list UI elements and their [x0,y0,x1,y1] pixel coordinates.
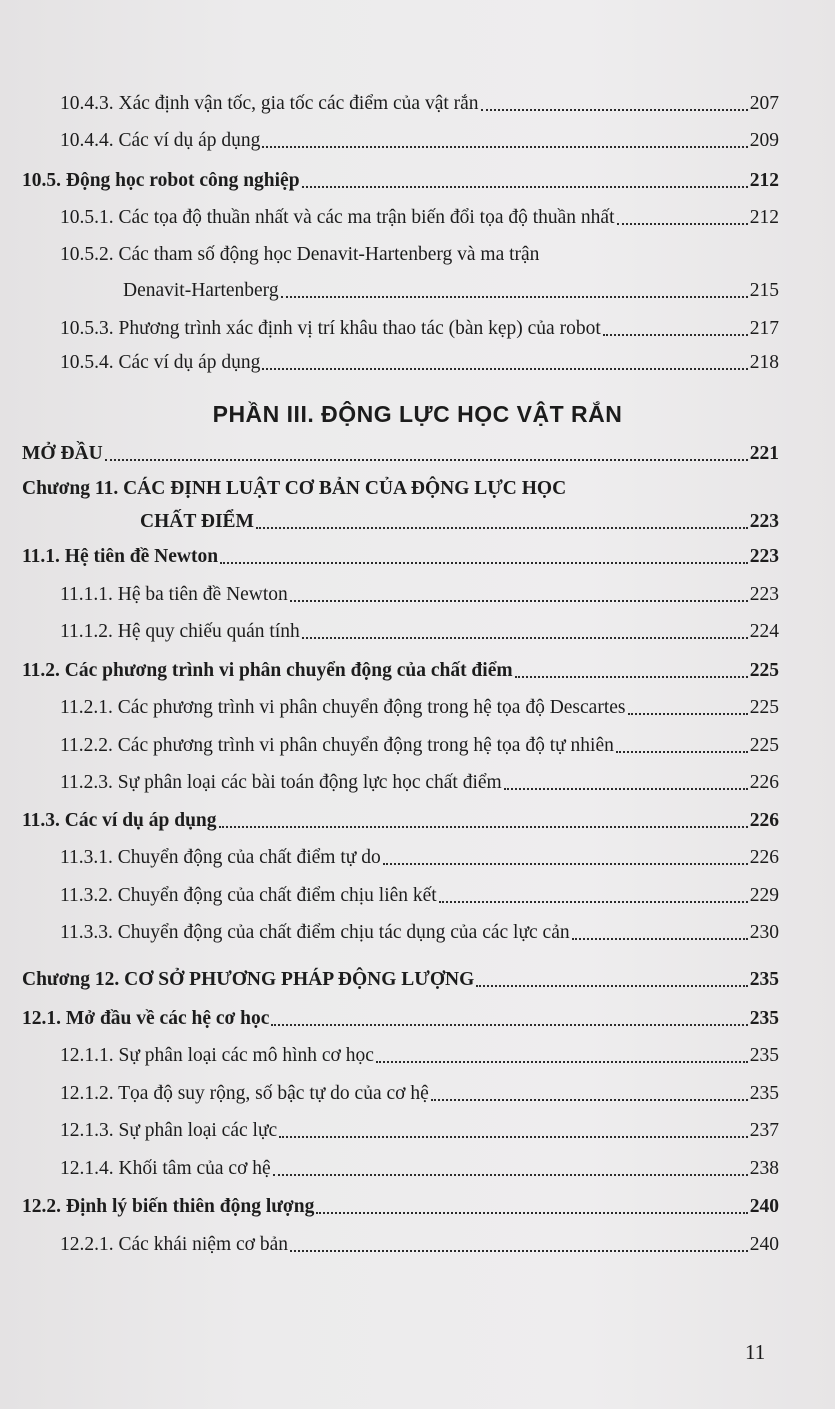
toc-entry-page: 235 [749,1045,779,1066]
dot-leader [302,186,748,188]
part-title: PHẦN III. ĐỘNG LỰC HỌC VẬT RẮN [212,401,623,427]
toc-entry [60,771,779,795]
toc-entry-label: 10.4.3. Xác định vận tốc, gia tốc các điểm của vật rắn [60,93,479,114]
toc-entry-page: 235 [749,1008,779,1029]
toc-entry-label: 10.5. Động học robot công nghiệp [22,170,300,191]
toc-section [22,169,779,193]
toc-entry-page: 229 [749,885,779,906]
toc-entry-label: 11.3.1. Chuyển động của chất điểm tự do [60,847,381,868]
toc-chapter [22,968,779,992]
toc-entry-page: 237 [749,1120,779,1141]
toc-entry [60,1044,779,1068]
toc-entry-label: Chương 12. CƠ SỞ PHƯƠNG PHÁP ĐỘNG LƯỢNG [22,969,475,990]
toc-entry-label: 12.2.1. Các khái niệm cơ bản [60,1234,289,1255]
dot-leader [256,527,748,529]
toc-entry-page: 223 [749,584,779,605]
toc-entry-label: 11.2.1. Các phương trình vi phân chuyển động trong hệ tọa độ Descartes [60,697,626,718]
toc-entry-page: 217 [749,318,779,339]
toc-entry-page: 223 [749,546,779,567]
toc-entry-label: 10.5.4. Các ví dụ áp dụng [60,352,261,373]
toc-entry-label-line1: 10.5.2. Các tham số động học Denavit-Hartenberg và ma trận [60,244,540,265]
toc-entry-label: 11.1.2. Hệ quy chiếu quán tính [60,621,300,642]
dot-leader [603,334,748,336]
toc-entry-label: 12.1.2. Tọa độ suy rộng, số bậc tự do của cơ hệ [60,1083,429,1104]
toc-entry-label: 11.2.2. Các phương trình vi phân chuyển động trong hệ tọa độ tự nhiên [60,735,614,756]
dot-leader [439,901,748,903]
dot-leader [572,938,748,940]
dot-leader [290,600,748,602]
toc-entry [60,1157,779,1181]
dot-leader [302,637,748,639]
dot-leader [431,1099,748,1101]
toc-entry-label: 11.3. Các ví dụ áp dụng [22,810,217,831]
dot-leader [219,826,748,828]
toc-section [22,1195,779,1219]
toc-entry [60,351,779,375]
toc-entry [60,884,779,908]
toc-entry [60,1082,779,1106]
toc-entry-page: 225 [749,697,779,718]
toc-entry-label: 11.1.1. Hệ ba tiên đề Newton [60,584,288,605]
toc-entry [60,1233,779,1257]
toc-entry-page: 240 [749,1196,779,1217]
toc-entry-label: 10.4.4. Các ví dụ áp dụng [60,130,261,151]
toc-entry [60,921,779,945]
toc-section [22,1007,779,1031]
dot-leader [271,1024,747,1026]
toc-entry [60,846,779,870]
toc-entry-page: 226 [749,772,779,793]
toc-entry-page: 212 [749,170,779,191]
toc-entry-page: 238 [749,1158,779,1179]
toc-entry-page: 230 [749,922,779,943]
dot-leader [515,676,748,678]
toc-entry-page: 226 [749,847,779,868]
toc-entry-page: 235 [749,1083,779,1104]
toc-entry [60,129,779,153]
dot-leader [290,1250,748,1252]
toc-entry-label: 10.5.1. Các tọa độ thuần nhất và các ma trận biến đổi tọa độ thuần nhất [60,207,615,228]
toc-entry-page: 218 [749,352,779,373]
dot-leader [262,146,747,148]
toc-entry [60,620,779,644]
toc-entry [60,317,779,341]
chapter-title-line1: Chương 11. CÁC ĐỊNH LUẬT CƠ BẢN CỦA ĐỘNG LỰC HỌC [22,478,567,499]
toc-entry-page: 226 [749,810,779,831]
toc-entry-label: 10.5.3. Phương trình xác định vị trí khâu thao tác (bàn kẹp) của robot [60,318,601,339]
dot-leader [279,1136,748,1138]
toc-entry-page: 207 [749,93,779,114]
toc-section [22,659,779,683]
toc-entry-label: Denavit-Hartenberg [123,280,279,301]
toc-entry-page: 224 [749,621,779,642]
toc-entry [60,734,779,758]
toc-entry-label: MỞ ĐẦU [22,443,103,464]
toc-entry-label: 11.1. Hệ tiên đề Newton [22,546,219,567]
toc-section [22,809,779,833]
dot-leader [376,1061,748,1063]
toc-entry-page: 240 [749,1234,779,1255]
page-number: 11 [745,1340,766,1364]
dot-leader [316,1212,747,1214]
toc-entry-page: 235 [749,969,779,990]
toc-entry-page: 215 [749,280,779,301]
toc-entry-page: 221 [749,443,779,464]
dot-leader [105,459,748,461]
dot-leader [476,985,748,987]
dot-leader [504,788,748,790]
dot-leader [616,751,748,753]
toc-entry-label: CHẤT ĐIỂM [140,511,254,532]
toc-entry-page: 209 [749,130,779,151]
toc-entry-page: 225 [749,660,779,681]
toc-entry [60,206,779,230]
toc-entry [60,583,779,607]
toc-entry-label: 12.2. Định lý biến thiên động lượng [22,1196,315,1217]
dot-leader [262,368,747,370]
dot-leader [273,1174,748,1176]
toc-section [22,442,779,466]
toc-entry [60,92,779,116]
dot-leader [281,296,748,298]
toc-entry-label: 12.1.4. Khối tâm của cơ hệ [60,1158,271,1179]
toc-entry-label: 12.1.3. Sự phân loại các lực [60,1120,278,1141]
toc-entry-label: 11.2.3. Sự phân loại các bài toán động lực học chất điểm [60,772,502,793]
toc-section [22,545,779,569]
dot-leader [617,223,748,225]
toc-entry [60,1119,779,1143]
toc-entry-label: 11.3.2. Chuyển động của chất điểm chịu liên kết [60,885,437,906]
toc-entry-page: 223 [749,511,779,532]
dot-leader [628,713,748,715]
dot-leader [481,109,748,111]
toc-chapter [140,510,779,534]
dot-leader [220,562,748,564]
dot-leader [383,863,748,865]
toc-entry-label: 11.2. Các phương trình vi phân chuyển động của chất điểm [22,660,513,681]
toc-entry [123,279,779,303]
toc-entry [60,696,779,720]
toc-entry-page: 212 [749,207,779,228]
toc-entry-label: 11.3.3. Chuyển động của chất điểm chịu tác dụng của các lực cản [60,922,570,943]
toc-entry-page: 225 [749,735,779,756]
toc-entry-label: 12.1. Mở đầu về các hệ cơ học [22,1008,270,1029]
toc-entry-label: 12.1.1. Sự phân loại các mô hình cơ học [60,1045,374,1066]
